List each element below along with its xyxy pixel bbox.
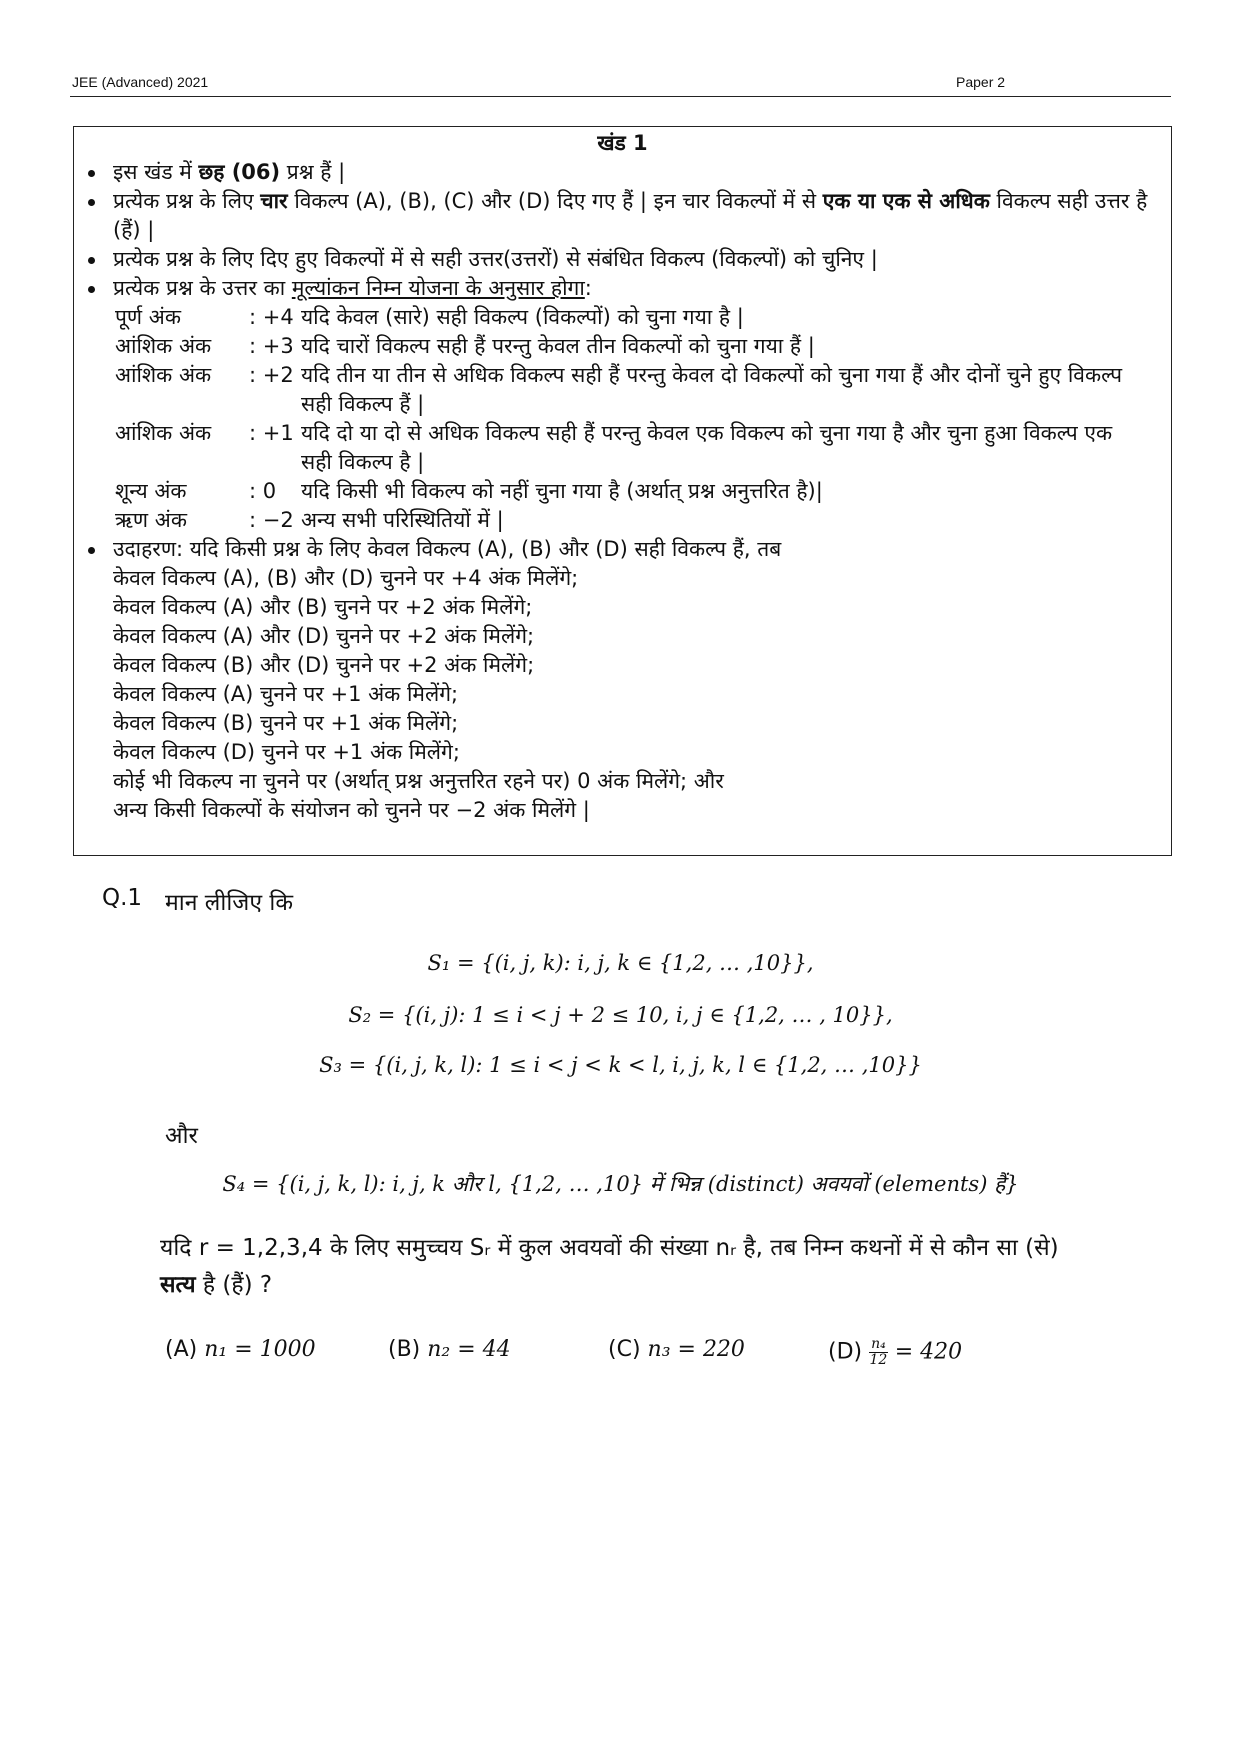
example-line: केवल विकल्प (A), (B) और (D) चुनने पर +4 अंक मिलेंगे; — [113, 566, 579, 590]
example-line: केवल विकल्प (A) चुनने पर +1 अंक मिलेंगे; — [113, 682, 459, 706]
equation-s4: S₄ = {(i, j, k, l): i, j, k और l, {1,2, … ,10} में भिन्न (distinct) अवयवों (elements) हैं} — [222, 1172, 1019, 1196]
marking-scheme — [74, 303, 1171, 535]
example-line: केवल विकल्प (B) चुनने पर +1 अंक मिलेंगे; — [113, 711, 459, 735]
example-line: केवल विकल्प (D) चुनने पर +1 अंक मिलेंगे; — [113, 740, 460, 764]
example-line: केवल विकल्प (B) और (D) चुनने पर +2 अंक मिलेंगे; — [113, 653, 535, 677]
exam-name: JEE (Advanced) 2021 — [72, 74, 209, 90]
example-line: कोई भी विकल्प ना चुनने पर (अर्थात् प्रश्न अनुत्तरित रहने पर) 0 अंक मिलेंगे; और — [113, 769, 724, 793]
marking-row: आंशिक अंक : +3 यदि चारों विकल्प सही हैं परन्तु केवल तीन विकल्पों को चुना गया हैं | — [115, 334, 815, 358]
option-b[interactable]: (B) n₂ = 44 — [388, 1337, 511, 1362]
option-a[interactable]: (A) n₁ = 1000 — [165, 1337, 316, 1362]
equation-s2: S₂ = {(i, j): 1 ≤ i < j + 2 ≤ 10, i, j ∈ {1,2, … , 10}}, — [348, 1003, 893, 1027]
instruction-bullet-1: इस खंड में छह (06) प्रश्न हैं | — [74, 158, 1171, 187]
example-intro: उदाहरण: यदि किसी प्रश्न के लिए केवल विकल्प (A), (B) और (D) सही विकल्प हैं, तब — [74, 535, 1171, 564]
page-header — [70, 72, 1171, 97]
answer-options — [160, 1337, 1160, 1371]
example-line: अन्य किसी विकल्पों के संयोजन को चुनने पर −2 अंक मिलेंगे | — [113, 798, 590, 822]
question-intro: मान लीजिए कि — [165, 890, 294, 916]
marking-row: पूर्ण अंक : +4 यदि केवल (सारे) सही विकल्प (विकल्पों) को चुना गया है | — [115, 305, 744, 329]
question-statement: यदि r = 1,2,3,4 के लिए समुच्चय Sᵣ में कुल अवयवों की संख्या nᵣ है, तब निम्न कथनों में से कौन सा (से) सत्य है (हैं) ? — [160, 1235, 1059, 1298]
marking-row: आंशिक अंक : +1 यदि दो या दो से अधिक विकल्प सही हैं परन्तु केवल एक विकल्प को चुना गया है और चुना हुआ विकल्प एक सही विकल्प है | — [115, 421, 1113, 474]
example-line: केवल विकल्प (A) और (D) चुनने पर +2 अंक मिलेंगे; — [113, 624, 535, 648]
option-d[interactable]: (D) $\frac{\text{n₄}}{12}$ = 420 — [828, 1336, 963, 1368]
marking-row: आंशिक अंक : +2 यदि तीन या तीन से अधिक विकल्प सही हैं परन्तु केवल दो विकल्पों को चुना गया हैं और दोनों चुने हुए विकल्प सही विकल्प हैं | — [115, 363, 1123, 416]
equation-s3: S₃ = {(i, j, k, l): 1 ≤ i < j < k < l, i, j, k, l ∈ {1,2, … ,10}} — [319, 1053, 922, 1077]
example-line: केवल विकल्प (A) और (B) चुनने पर +2 अंक मिलेंगे; — [113, 595, 533, 619]
equation-s1: S₁ = {(i, j, k): i, j, k ∈ {1,2, … ,10}}, — [427, 951, 814, 975]
question-number: Q.1 — [102, 885, 143, 911]
instruction-bullet-2: प्रत्येक प्रश्न के लिए चार विकल्प (A), (B), (C) और (D) दिए गए हैं | इन चार विकल्पों में से एक या एक से अधिक विकल्प सही उत्तर है (हैं) | — [74, 187, 1171, 245]
instruction-bullet-3: प्रत्येक प्रश्न के लिए दिए हुए विकल्पों में से सही उत्तर(उत्तरों) से संबंधित विकल्प (विकल्पों) को चुनिए | — [74, 245, 1171, 274]
option-c[interactable]: (C) n₃ = 220 — [608, 1337, 745, 1362]
marking-row: शून्य अंक : 0 यदि किसी भी विकल्प को नहीं चुना गया है (अर्थात् प्रश्न अनुत्तरित है)| — [115, 479, 823, 503]
marking-row: ऋण अंक : −2 अन्य सभी परिस्थितियों में | — [115, 508, 504, 532]
conjunction: और — [165, 1123, 198, 1149]
fraction: $\frac{\text{n₄}}{12}$ — [869, 1336, 888, 1368]
section-title: खंड 1 — [597, 131, 648, 155]
instruction-bullet-4: प्रत्येक प्रश्न के उत्तर का मूल्यांकन निम्न योजना के अनुसार होगा: — [74, 274, 1171, 303]
instructions-box — [73, 126, 1172, 856]
paper-number: Paper 2 — [956, 74, 1006, 90]
